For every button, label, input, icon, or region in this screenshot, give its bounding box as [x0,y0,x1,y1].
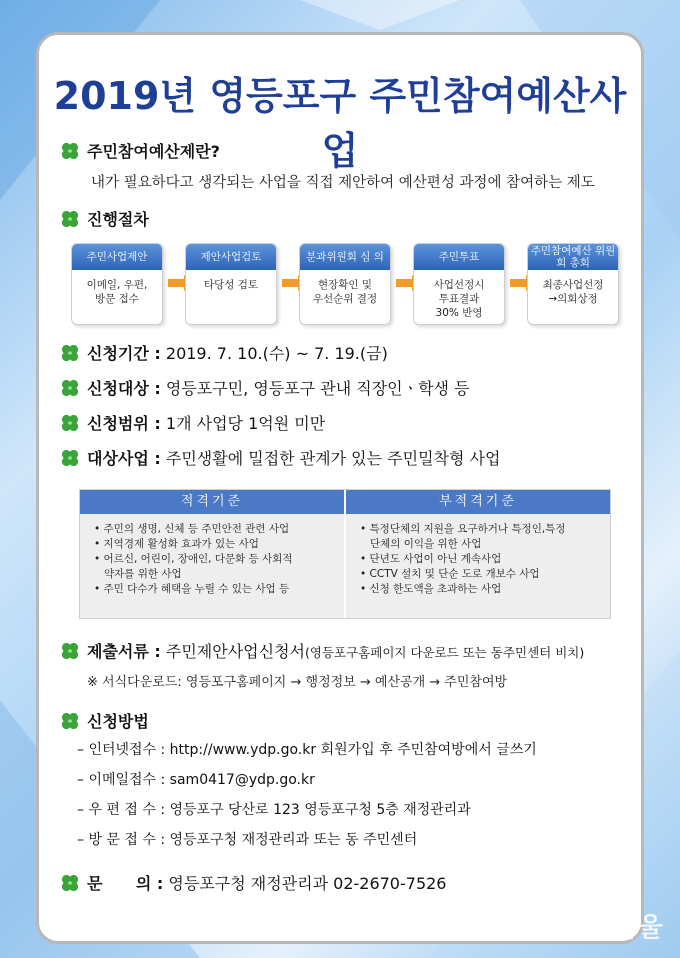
list-item: • 주민의 생명, 신체 등 주민안전 관련 사업 [94,523,290,535]
clover-icon [61,210,79,228]
clover-icon [61,874,79,892]
period-row: 신청기간 : 2019. 7. 10.(수) ~ 7. 19.(금) [61,341,388,364]
step-2: 제안사업검토 타당성 검토 [185,243,277,325]
download-path: ※ 서식다운로드: 영등포구홈페이지 → 행정정보 → 예산공개 → 주민참여방 [87,675,508,690]
contact-row: 문 의 : 영등포구청 재정관리과 02-2670-7526 [61,871,446,894]
clover-icon [61,142,79,160]
method-email: – 이메일접수 : sam0417@ydp.go.kr [77,772,315,788]
eligible-header: 적격기준 [80,490,344,514]
step-3: 분과위원회 심 의 현장확인 및 우선순위 결정 [299,243,391,325]
project-row: 대상사업 : 주민생활에 밀접한 관계가 있는 주민밀착형 사업 [61,446,500,469]
ineligible-header: 부적격기준 [346,490,610,514]
ineligible-list [346,514,610,618]
clover-icon [61,344,79,362]
list-item: 단체의 이익을 위한 사업 [370,538,482,550]
definition-heading: 주민참여예산제란? [61,139,220,162]
step-1: 주민사업제안 이메일, 우편, 방문 접수 [71,243,163,325]
clover-icon [61,379,79,397]
definition-text: 내가 필요하다고 생각되는 사업을 직접 제안하여 예산편성 과정에 참여하는 제도 [91,175,595,191]
clover-icon [61,712,79,730]
list-item: • 신청 한도액을 초과하는 사업 [360,583,502,595]
list-item: • CCTV 설치 및 단순 도로 개보수 사업 [360,568,540,580]
eligible-column [80,490,344,618]
process-steps [71,243,619,323]
criteria-table [79,489,611,619]
clover-icon [61,642,79,660]
step-4: 주민투표 사업선정시 투표결과 30% 반영 [413,243,505,325]
list-item: 약자를 위한 사업 [104,568,182,580]
list-item: • 단년도 사업이 아닌 계속사업 [360,553,502,565]
list-item: • 특정단체의 지원을 요구하거나 특정인,특정 [360,523,566,535]
target-row: 신청대상 : 영등포구민, 영등포구 관내 직장인ㆍ학생 등 [61,376,470,399]
method-mail: – 우 편 접 수 : 영등포구 당산로 123 영등포구청 5층 재정관리과 [77,802,471,818]
list-item: • 지역경제 활성화 효과가 있는 사업 [94,538,259,550]
clover-icon [61,449,79,467]
ineligible-column [346,490,610,618]
page-title: 2019년 영등포구 주민참여예산사업 [53,74,627,173]
process-heading: 진행절차 [61,207,149,230]
list-item: • 주민 다수가 혜택을 누릴 수 있는 사업 등 [94,583,290,595]
clover-icon [61,414,79,432]
eligible-list [80,514,344,618]
step-5: 주민참여예산 위원회 총회 최종사업선정 →의회상정 [527,243,619,325]
method-heading: 신청방법 [61,709,149,732]
documents-row: 제출서류 : 주민제안사업신청서(영등포구홈페이지 다운로드 또는 동주민센터 비치) [61,639,584,662]
scope-row: 신청범위 : 1개 사업당 1억원 미만 [61,411,325,434]
list-item: • 어르신, 어린이, 장애인, 다문화 등 사회적 [94,553,293,565]
poster-card [36,32,644,944]
method-internet: – 인터넷접수 : http://www.ydp.go.kr 회원가입 후 주민참여방에서 글쓰기 [77,742,537,758]
method-visit: – 방 문 접 수 : 영등포구청 재정관리과 또는 동 주민센터 [77,832,418,848]
watermark-logo: SBCTV서울 [544,913,664,943]
